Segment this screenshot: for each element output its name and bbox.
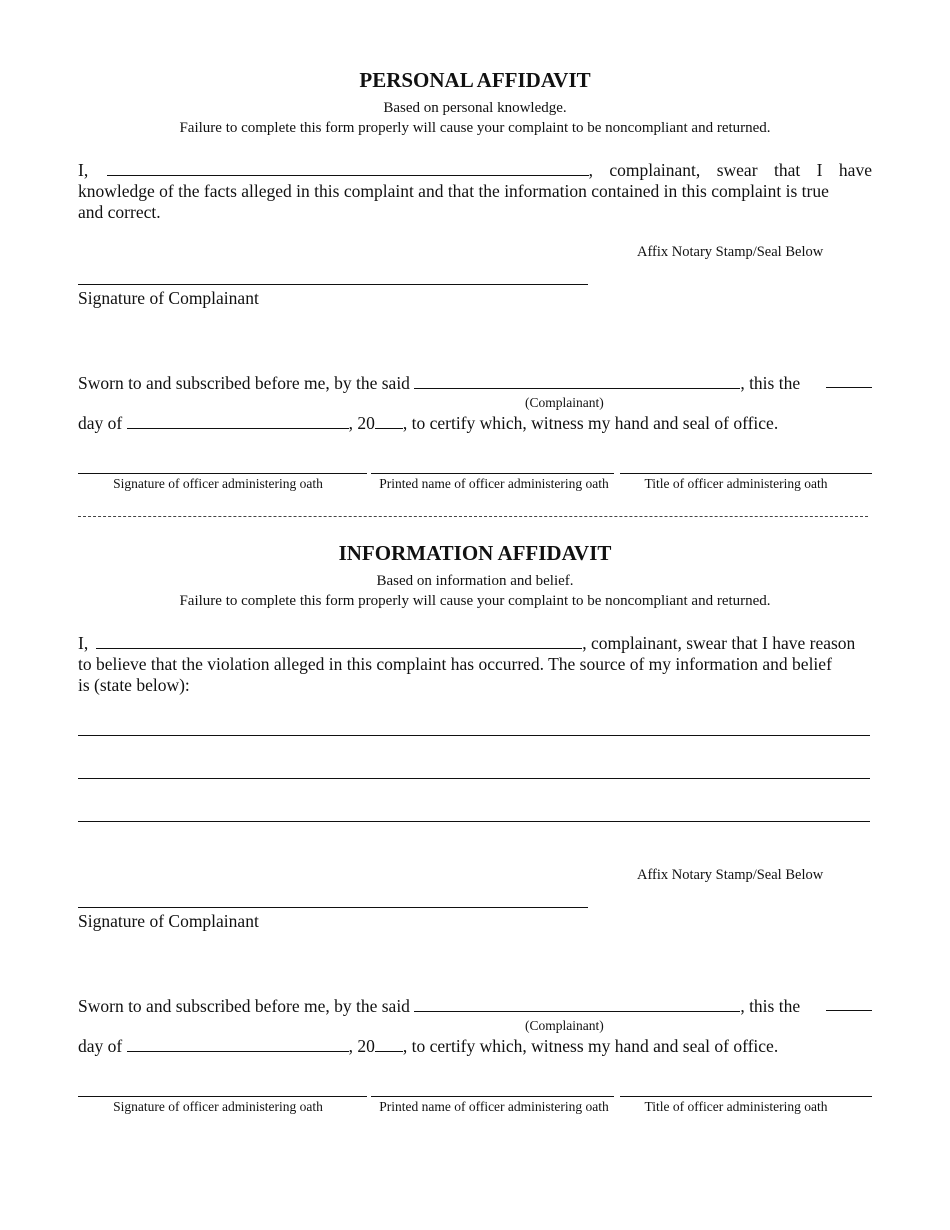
personal-comma: , — [588, 160, 593, 180]
information-i-text: I, — [78, 633, 89, 653]
personal-i-text: I, — [78, 160, 89, 180]
personal-officer-signature-line[interactable] — [78, 473, 367, 474]
information-warning: Failure to complete this form properly will cause your complaint to be noncompliant and returned. — [179, 593, 771, 609]
information-day-number-field[interactable] — [826, 996, 872, 1011]
personal-officer-title-line[interactable] — [620, 473, 872, 474]
information-this-the-text: , this the — [740, 996, 801, 1016]
information-year-prefix: , 20 — [348, 1036, 375, 1056]
section-divider — [78, 516, 868, 517]
personal-statement-line2: knowledge of the facts alleged in this complaint and that the information contained in this complaint is true — [78, 181, 829, 201]
personal-year-prefix: , 20 — [348, 413, 375, 433]
personal-complainant-caption: (Complainant) — [525, 395, 604, 410]
information-source-line-2[interactable] — [78, 778, 870, 779]
information-sworn-complainant-field[interactable] — [414, 997, 740, 1012]
personal-signature-line[interactable] — [78, 284, 588, 285]
information-notary-stamp-label: Affix Notary Stamp/Seal Below — [637, 867, 824, 883]
personal-this-the-text: , this the — [740, 373, 801, 393]
information-month-field[interactable] — [127, 1037, 349, 1052]
information-source-line-3[interactable] — [78, 821, 870, 822]
personal-year-field[interactable] — [375, 414, 403, 429]
personal-subtitle: Based on personal knowledge. — [383, 100, 567, 116]
personal-swear-word: swear — [716, 160, 758, 180]
personal-notary-stamp-label: Affix Notary Stamp/Seal Below — [637, 244, 824, 260]
personal-day-line — [78, 413, 778, 434]
personal-warning: Failure to complete this form properly will cause your complaint to be noncompliant and returned. — [179, 120, 771, 136]
personal-complainant-word: complainant, — [609, 160, 701, 180]
personal-officer-name-caption: Printed name of officer administering oath — [379, 476, 609, 491]
information-officer-name-line[interactable] — [371, 1096, 614, 1097]
information-subtitle: Based on information and belief. — [376, 573, 574, 589]
information-statement-line1 — [78, 633, 872, 654]
personal-officer-name-line[interactable] — [371, 473, 614, 474]
personal-officer-signature-caption: Signature of officer administering oath — [113, 476, 323, 491]
personal-statement-line3: and correct. — [78, 202, 161, 222]
personal-certify-text: , to certify which, witness my hand and seal of office. — [402, 413, 779, 433]
information-day-line — [78, 1036, 778, 1057]
information-sworn-text: Sworn to and subscribed before me, by the said — [78, 996, 410, 1016]
personal-sworn-complainant-field[interactable] — [414, 374, 740, 389]
personal-i-word: I — [816, 160, 823, 180]
personal-month-field[interactable] — [127, 414, 349, 429]
information-certify-text: , to certify which, witness my hand and seal of office. — [402, 1036, 779, 1056]
personal-sworn-line — [78, 373, 872, 394]
personal-day-of-text: day of — [78, 413, 123, 433]
information-officer-name-caption: Printed name of officer administering oath — [379, 1099, 609, 1114]
information-year-field[interactable] — [375, 1037, 403, 1052]
information-swear-text: , complainant, swear that I have reason — [582, 633, 856, 653]
information-statement-line2: to believe that the violation alleged in this complaint has occurred. The source of my information and belief — [78, 654, 832, 674]
personal-officer-title-caption: Title of officer administering oath — [644, 476, 828, 491]
information-sworn-line — [78, 996, 872, 1017]
personal-have-word: have — [838, 160, 872, 180]
information-complainant-name-field[interactable] — [96, 634, 582, 649]
personal-day-number-field[interactable] — [826, 373, 872, 388]
personal-that-word: that — [773, 160, 801, 180]
information-officer-signature-caption: Signature of officer administering oath — [113, 1099, 323, 1114]
personal-sworn-text: Sworn to and subscribed before me, by the said — [78, 373, 410, 393]
information-affidavit-title: INFORMATION AFFIDAVIT — [338, 541, 612, 565]
information-complainant-caption: (Complainant) — [525, 1018, 604, 1033]
personal-statement-line1 — [78, 160, 872, 181]
information-signature-label: Signature of Complainant — [78, 911, 259, 931]
information-source-line-1[interactable] — [78, 735, 870, 736]
information-day-of-text: day of — [78, 1036, 123, 1056]
personal-complainant-name-field[interactable] — [107, 161, 589, 176]
information-officer-signature-line[interactable] — [78, 1096, 367, 1097]
information-officer-title-caption: Title of officer administering oath — [644, 1099, 828, 1114]
personal-signature-label: Signature of Complainant — [78, 288, 259, 308]
information-officer-title-line[interactable] — [620, 1096, 872, 1097]
information-signature-line[interactable] — [78, 907, 588, 908]
personal-affidavit-title: PERSONAL AFFIDAVIT — [359, 68, 591, 92]
information-statement-line3: is (state below): — [78, 675, 190, 695]
